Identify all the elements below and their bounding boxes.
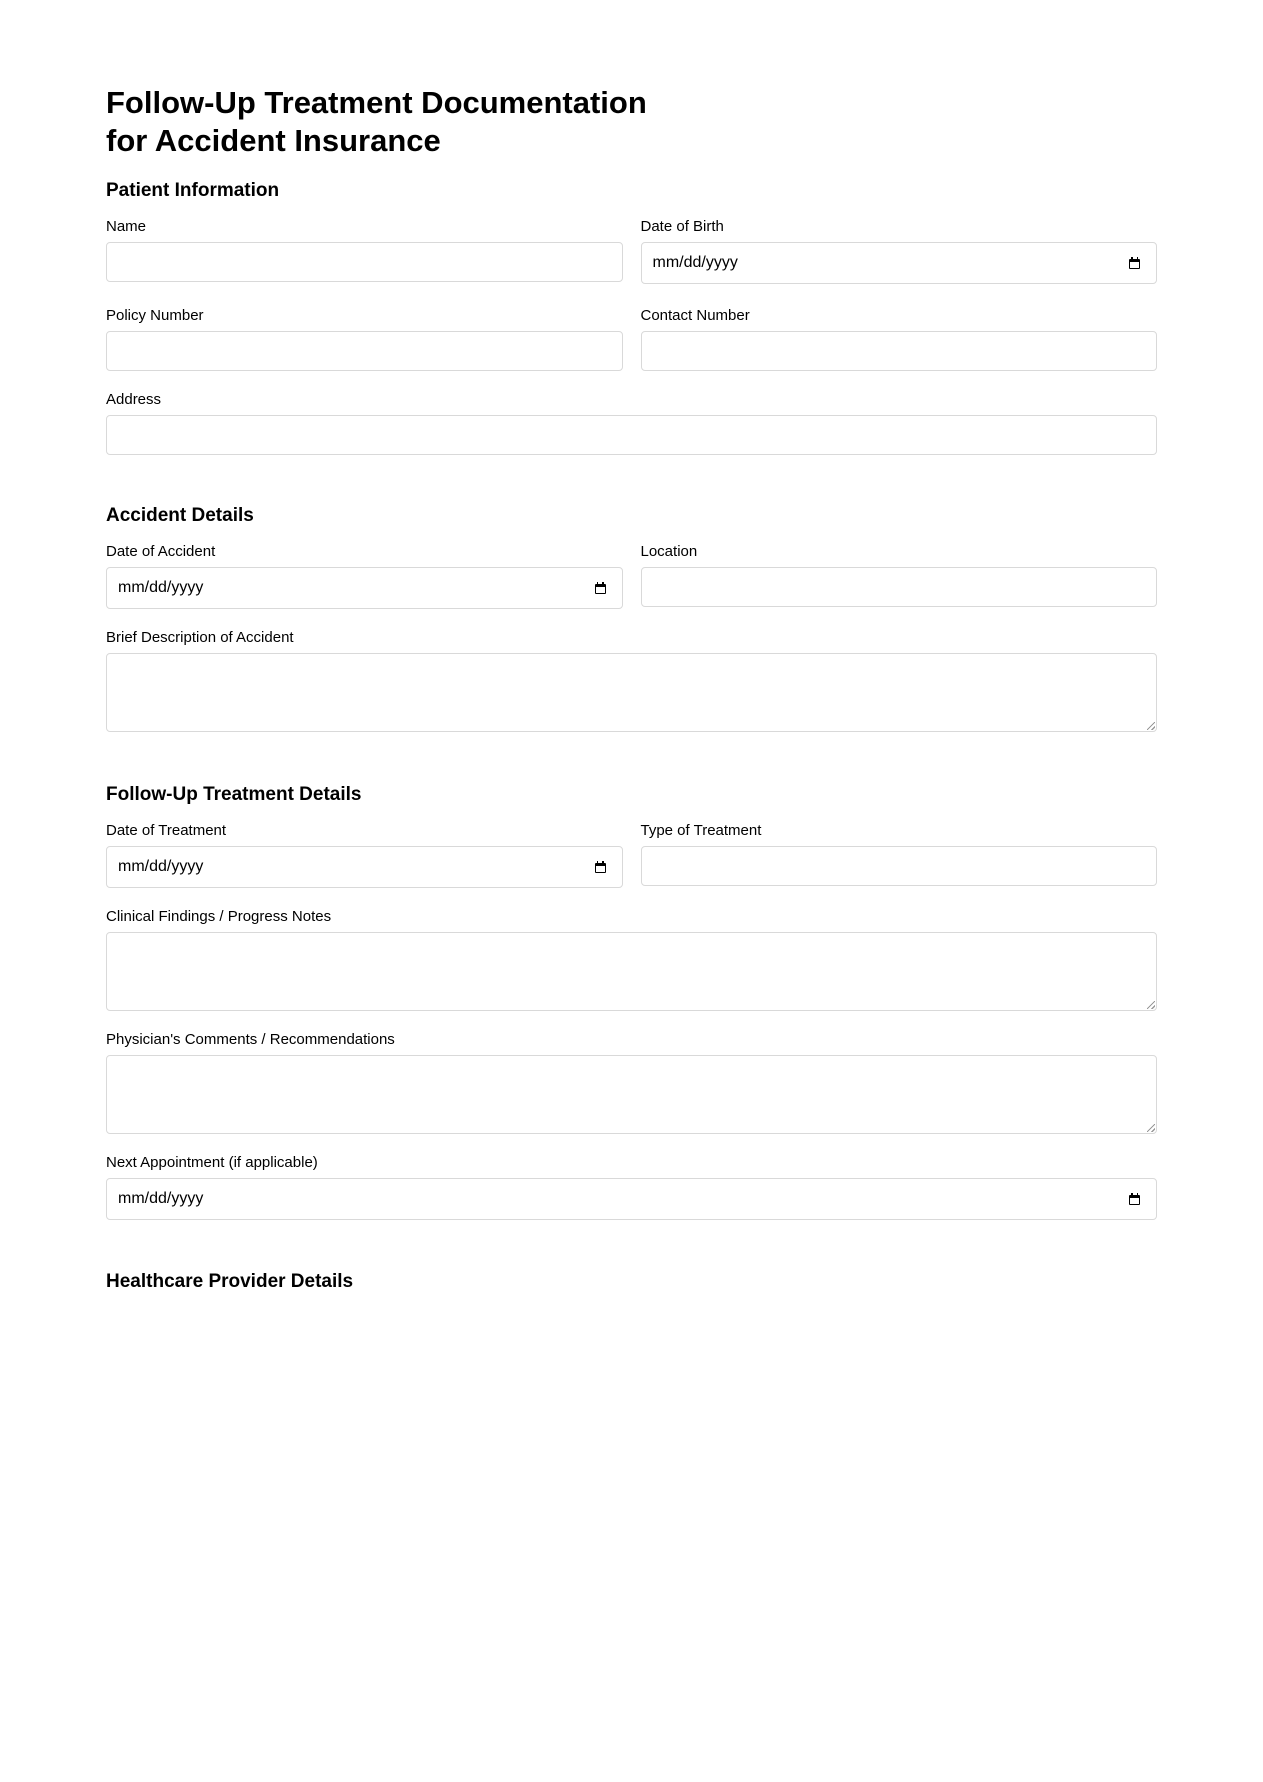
location-field — [641, 543, 1158, 609]
dob-placeholder: mm/dd/yyyy — [652, 254, 738, 271]
page-title — [106, 84, 746, 160]
next-appointment-field — [106, 1154, 1157, 1220]
section-heading-patient: Patient Information — [106, 180, 280, 201]
dob-label: Date of Birth — [640, 218, 724, 235]
resize-grip-icon[interactable] — [1147, 722, 1155, 730]
policy-number-field — [106, 307, 623, 371]
date-of-treatment-placeholder: mm/dd/yyyy — [118, 858, 204, 875]
policy-number-label: Policy Number — [106, 307, 204, 324]
address-label: Address — [106, 391, 162, 408]
date-of-accident-field — [106, 543, 623, 609]
clinical-findings-label: Clinical Findings / Progress Notes — [106, 908, 332, 925]
clinical-findings-textarea[interactable] — [106, 932, 1157, 1011]
contact-number-label: Contact Number — [640, 307, 750, 324]
name-label: Name — [106, 218, 147, 235]
contact-number-input[interactable] — [641, 331, 1158, 371]
section-heading-provider: Healthcare Provider Details — [106, 1271, 354, 1292]
type-of-treatment-input[interactable] — [641, 846, 1158, 886]
date-of-accident-input[interactable] — [106, 567, 623, 609]
dob-field — [641, 218, 1158, 284]
date-of-accident-placeholder: mm/dd/yyyy — [118, 579, 204, 596]
calendar-icon[interactable] — [1129, 257, 1140, 269]
location-input[interactable] — [641, 567, 1158, 607]
name-field — [106, 218, 623, 284]
address-input[interactable] — [106, 415, 1157, 455]
next-appointment-placeholder: mm/dd/yyyy — [118, 1190, 204, 1207]
clinical-findings-field — [106, 908, 1157, 1011]
calendar-icon[interactable] — [595, 861, 606, 873]
form-page — [106, 84, 1157, 1293]
policy-number-input[interactable] — [106, 331, 623, 371]
provider-details-section — [106, 1271, 1157, 1293]
treatment-details-section — [106, 784, 1157, 1220]
calendar-icon[interactable] — [595, 582, 606, 594]
next-appointment-input[interactable] — [106, 1178, 1157, 1220]
dob-date-input[interactable] — [641, 242, 1158, 284]
address-field — [106, 391, 1157, 455]
accident-description-label: Brief Description of Accident — [106, 629, 294, 646]
date-of-treatment-label: Date of Treatment — [106, 822, 227, 839]
contact-number-field — [641, 307, 1158, 371]
accident-description-textarea[interactable] — [106, 653, 1157, 732]
accident-description-field — [106, 629, 1157, 732]
resize-grip-icon[interactable] — [1147, 1124, 1155, 1132]
next-appointment-label: Next Appointment (if applicable) — [106, 1154, 318, 1171]
section-heading-accident: Accident Details — [106, 505, 254, 526]
resize-grip-icon[interactable] — [1147, 1001, 1155, 1009]
name-input[interactable] — [106, 242, 623, 282]
physician-comments-field — [106, 1031, 1157, 1134]
date-of-treatment-input[interactable] — [106, 846, 623, 888]
physician-comments-textarea[interactable] — [106, 1055, 1157, 1134]
date-of-treatment-field — [106, 822, 623, 888]
section-heading-treatment: Follow-Up Treatment Details — [106, 784, 362, 805]
location-label: Location — [640, 543, 698, 560]
type-of-treatment-label: Type of Treatment — [640, 822, 762, 839]
accident-details-section — [106, 505, 1157, 732]
date-of-accident-label: Date of Accident — [106, 543, 216, 560]
patient-information-section — [106, 180, 1157, 455]
calendar-icon[interactable] — [1129, 1193, 1140, 1205]
physician-comments-label: Physician's Comments / Recommendations — [106, 1031, 395, 1048]
title-line-2: for Accident Insurance — [106, 123, 441, 158]
title-line-1: Follow-Up Treatment Documentation — [106, 85, 647, 120]
type-of-treatment-field — [641, 822, 1158, 888]
